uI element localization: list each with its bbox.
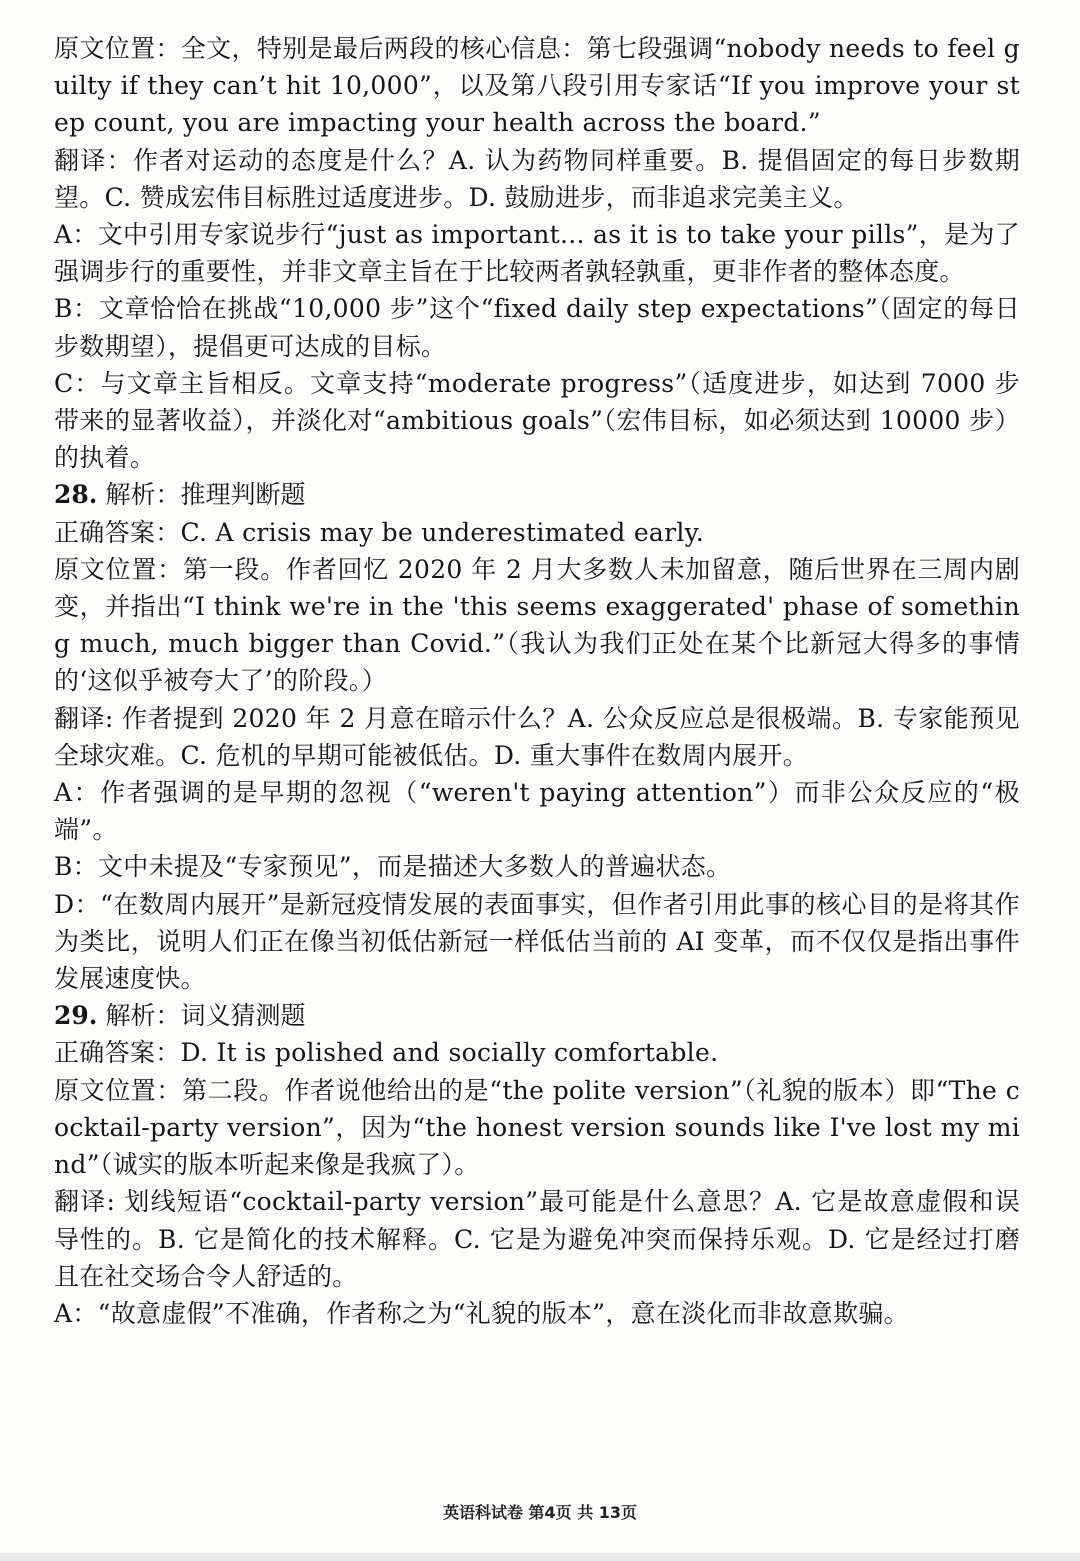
q29-heading [54, 997, 1020, 1034]
q28-number: 28. [54, 480, 98, 510]
q29-type: 解析：词义猜测题 [105, 1001, 306, 1031]
q28-source-paragraph: 原文位置：第一段。作者回忆 2020 年 2 月大多数人未加留意，随后世界在三周内剧变，并指出“I think we're in the 'this seems exaggerated' phase of something much, much bigger than Covid.”（我认为我们正处在某个比新冠大得多的事情的‘这似乎被夸大了’的阶段。） [54, 554, 1020, 696]
q28-heading [54, 476, 1020, 513]
q28-option-b-analysis: B：文中未提及“专家预见”，而是描述大多数人的普遍状态。 [54, 852, 732, 882]
q28-option-a-analysis: A：作者强调的是早期的忽视（“weren't paying attention”）而非公众反应的“极端”。 [54, 778, 1020, 845]
q29-translation-paragraph: 翻译: 划线短语“cocktail-party version”最可能是什么意思？A. 它是故意虚假和误导性的。B. 它是简化的技术解释。C. 它是为避免冲突而保持乐观。D. 它是经过打磨且在社交场合令人舒适的。 [54, 1187, 1020, 1291]
q28-translation-paragraph: 翻译: 作者提到 2020 年 2 月意在暗示什么？A. 公众反应总是很极端。B. 专家能预见全球灾难。C. 危机的早期可能被低估。D. 重大事件在数周内展开。 [54, 703, 1020, 770]
q28-type: 解析：推理判断题 [105, 480, 306, 510]
page-bottom-edge [0, 1553, 1080, 1561]
q28-option-d-analysis: D：“在数周内展开”是新冠疫情发展的表面事实，但作者引用此事的核心目的是将其作为类比，说明人们正在像当初低估新冠一样低估当前的 AI 变革，而不仅仅是指出事件发展速度快。 [54, 889, 1020, 994]
page-footer: 英语科试卷 第4页 共 13页 [442, 1503, 638, 1522]
q27-translation-paragraph: 翻译：作者对运动的态度是什么？A. 认为药物同样重要。B. 提倡固定的每日步数期望。C. 赞成宏伟目标胜过适度进步。D. 鼓励进步，而非追求完美主义。 [54, 145, 1020, 212]
q27-source-paragraph: 原文位置：全文，特别是最后两段的核心信息：第七段强调“nobody needs to feel guilty if they can’t hit 10,000”，以及第八段引用专家话“If you improve your step count, you are impacting your health across the board.” [54, 34, 1020, 138]
q28-answer: 正确答案：C. A crisis may be underestimated early. [54, 517, 705, 547]
q29-source-paragraph: 原文位置：第二段。作者说他给出的是“the polite version”（礼貌的版本）即“The cocktail-party version”，因为“the honest version sounds like I've lost my mind”（诚实的版本听起来像是我疯了）。 [54, 1075, 1020, 1180]
q27-option-c-analysis: C：与文章主旨相反。文章支持“moderate progress”（适度进步，如达到 7000 步带来的显著收益），并淡化对“ambitious goals”（宏伟目标，如必须达到 10000 步）的执着。 [54, 368, 1020, 473]
q29-answer: 正确答案：D. It is polished and socially comfortable. [54, 1038, 719, 1068]
q27-option-b-analysis: B：文章恰恰在挑战“10,000 步”这个“fixed daily step expectations”（固定的每日步数期望），提倡更可达成的目标。 [54, 294, 1020, 361]
answer-explanations [54, 30, 1020, 1332]
q29-number: 29. [54, 1001, 98, 1031]
q27-option-a-analysis: A：文中引用专家说步行“just as important... as it is to take your pills”，是为了强调步行的重要性，并非文章主旨在于比较两者孰轻孰重，更非作者的整体态度。 [54, 220, 1020, 287]
q29-option-a-analysis: A：“故意虚假”不准确，作者称之为“礼貌的版本”，意在淡化而非故意欺骗。 [54, 1298, 909, 1328]
